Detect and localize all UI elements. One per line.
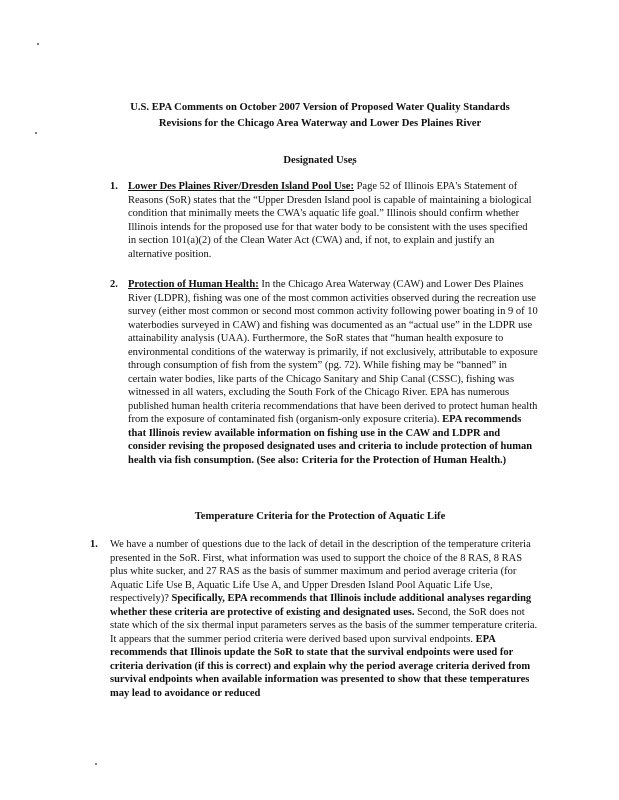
item-recommendation: EPA recommends that Illinois review available information on fishing use in the CAW and LDPR and consider revising the proposed designated uses and criteria to include protection of human health via fish consumption. (See also: Criteria for the Protection of Human Health.) (128, 414, 533, 466)
designated-uses-item-1 (110, 180, 538, 261)
item-number: 2. (110, 279, 118, 290)
item-text: Second, the SoR does not state which of the six thermal input parameters serves as the basis of the summer temperature criteria. It appears that the summer period criteria were derived based upon survival endpoints. (110, 606, 538, 645)
item-text: In the Chicago Area Waterway (CAW) and Lower Des Plaines River (LDPR), fishing was one of the most common activities observed during the recreation use survey (either most common or second most common activity following power boating in 9 of 10 waterbodies surveyed in CAW) and fishing was documented as an “actual use” in the LDPR use attainability analysis (UAA). Furthermore, the SoR states that “human health exposure to environmental conditions of the waterway is primarily, if not exclusively, attributable to exposure through consumption of fish from the system” (pg. 72). While fishing may be “banned” in certain water bodies, like parts of the Chicago Sanitary and Ship Canal (CSSC), fishing was witnessed in all waters, excluding the South Fork of the Chicago River. EPA has numerous published human health criteria recommendations that have been derived to protect human health from the exposure of contaminated fish (organism-only exposure criteria). (128, 279, 538, 425)
item-recommendation: Specifically, EPA recommends that Illinois include additional analyses regarding whether these criteria are protective of existing and designated uses. (110, 593, 532, 618)
temperature-criteria-item-1 (90, 538, 540, 700)
item-number: 1. (110, 181, 118, 192)
section-heading-temperature-criteria: Temperature Criteria for the Protection of Aquatic Life (194, 511, 446, 522)
scan-speck (35, 132, 37, 134)
scan-speck (37, 43, 39, 45)
item-text: Page 52 of Illinois EPA's Statement of Reasons (SoR) states that the “Upper Dresden Island pool is capable of maintaining a biological condition that minimally meets the CWA's aquatic life goal.” Illinois should confirm whether Illinois intends for the proposed use for that water body to be consistent with the uses specified in section 101(a)(2) of the Clean Water Act (CWA) and, if not, to explain and justify an alternative position. (128, 181, 532, 260)
item-label: Protection of Human Health: (128, 279, 259, 290)
designated-uses-item-2 (110, 278, 538, 467)
title-line-2: Revisions for the Chicago Area Waterway and Lower Des Plaines River (158, 118, 482, 129)
scan-speck (95, 763, 97, 765)
section-heading-designated-uses: Designated Uses (283, 155, 357, 166)
document-title (60, 100, 580, 132)
title-line-1: U.S. EPA Comments on October 2007 Version of Proposed Water Quality Standards (130, 102, 510, 113)
item-text: We have a number of questions due to the lack of detail in the description of the temperature criteria presented in the SoR. First, what information was used to support the choice of the 8 RAS, 8 RAS plus white sucker, and 27 RAS as the basis of summer maximum and period average criteria (for Aquatic Life Use B, Aquatic Life Use A, and Upper Dresden Island Pool Aquatic Life Use, respectively)? (110, 539, 531, 604)
item-label: Lower Des Plaines River/Dresden Island Pool Use: (128, 181, 354, 192)
item-recommendation: EPA recommends that Illinois update the SoR to state that the survival endpoints were used for criteria derivation (if this is correct) and explain why the period average criteria derived from survival endpoints when available information was presented to show that these temperatures may lead to avoidance or reduced (110, 633, 531, 699)
item-number: 1. (90, 539, 98, 550)
